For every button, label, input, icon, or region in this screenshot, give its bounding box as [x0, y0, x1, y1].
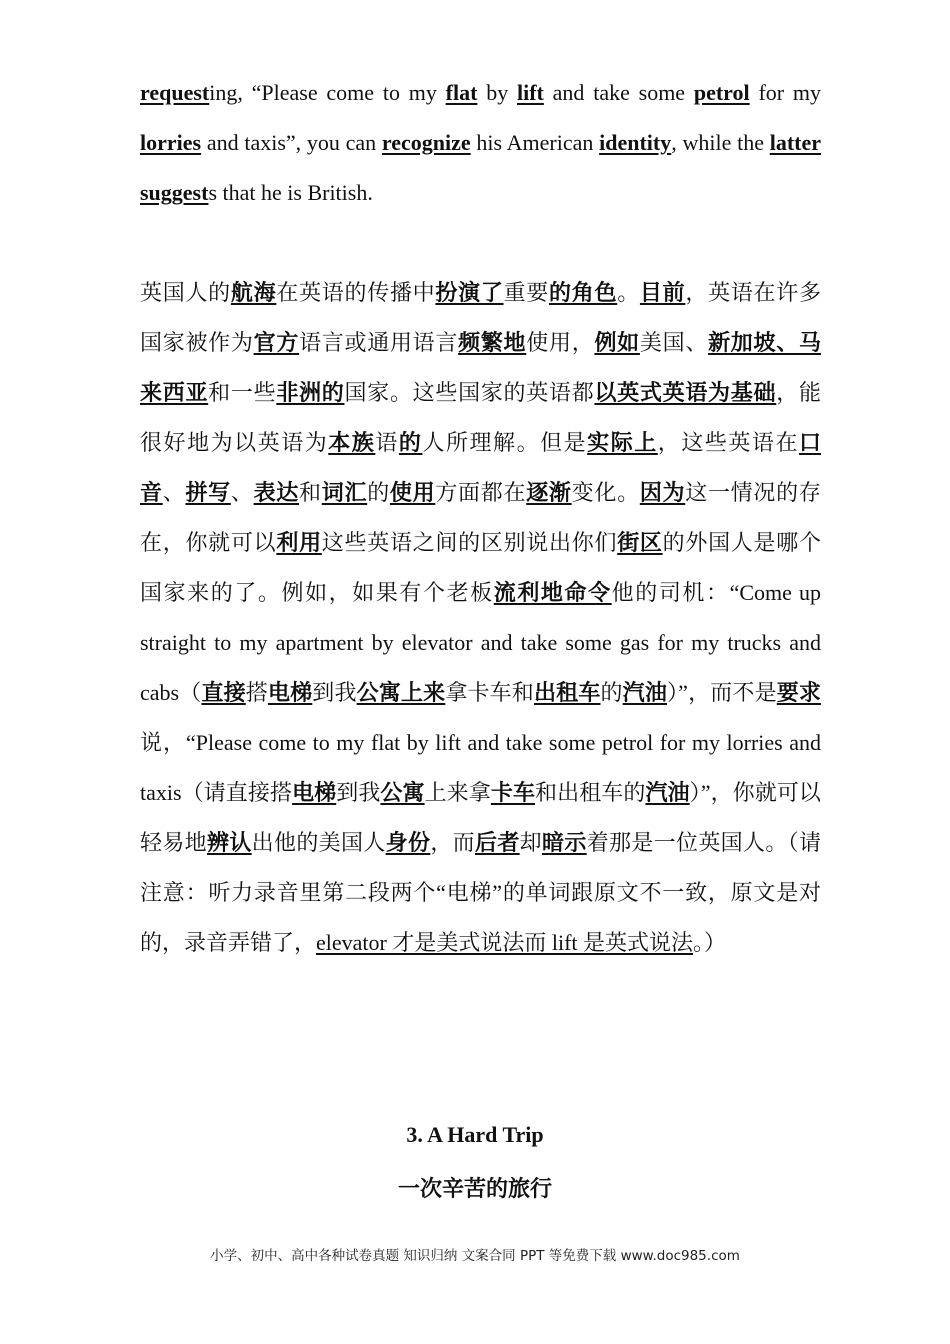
text-run: ，英语在许多国家被作为: [140, 280, 821, 355]
vocabulary-term: 逐渐: [526, 480, 572, 505]
vocabulary-term: 目前: [639, 280, 686, 305]
vocabulary-term: 的角色: [549, 280, 618, 305]
body-text: [140, 68, 821, 968]
vocabulary-term: 公寓上来: [356, 680, 446, 705]
english-paragraph: [140, 68, 821, 218]
text-run: 变化。: [571, 480, 640, 505]
vocabulary-term: lorries: [140, 130, 202, 155]
text-run: 这一情况的存在，你就可以: [140, 480, 821, 555]
text-run: ，能很好地为以英语为: [140, 380, 821, 455]
text-run: ing, “Please come to my: [209, 80, 446, 105]
text-run: 上来拿: [424, 780, 491, 805]
vocabulary-term: 后者: [475, 830, 520, 855]
vocabulary-term: recognize: [381, 130, 471, 155]
text-run: 的外国人是哪个国家来的了。例如，如果有个老板: [140, 530, 821, 605]
text-run: 和: [299, 480, 322, 505]
vocabulary-term: 要求: [776, 680, 821, 705]
vocabulary-term: 官方: [253, 330, 300, 355]
vocabulary-term: 身份: [385, 830, 431, 855]
text-run: 语: [375, 430, 399, 455]
vocabulary-term: 辨认: [207, 830, 252, 855]
vocabulary-term: 流利地命令: [493, 580, 612, 605]
vocabulary-term: flat: [445, 80, 478, 105]
vocabulary-term: 非洲的: [276, 380, 345, 405]
text-run: 。: [617, 280, 640, 305]
text-run: 英国人的: [140, 280, 231, 305]
text-run: 语言或通用语言: [299, 330, 459, 355]
vocabulary-term: lift: [516, 80, 544, 105]
text-run: ，这些英语在: [657, 430, 799, 455]
text-run: 在英语的传播中: [276, 280, 436, 305]
vocabulary-term: 实际上: [587, 430, 658, 455]
vocabulary-term: 电梯: [267, 680, 313, 705]
vocabulary-term: 例如: [594, 330, 640, 355]
vocabulary-term: petrol: [693, 80, 750, 105]
vocabulary-term: 直接: [201, 680, 246, 705]
text-run: 到我: [336, 780, 381, 805]
text-run: 美国、: [639, 330, 709, 355]
text-run: 的: [367, 480, 390, 505]
text-run: 他的司机：“Come up straight to my apartment by elevator and take some gas for my trucks and cabs（: [140, 580, 821, 705]
text-run: 人所理解。但是: [422, 430, 588, 455]
text-run: ）”，你就可以轻易地: [140, 780, 821, 855]
vocabulary-term: 扮演了: [435, 280, 504, 305]
vocabulary-term: 拼写: [185, 480, 231, 505]
text-run: 的: [600, 680, 623, 705]
text-run: by: [477, 80, 517, 105]
vocabulary-term: identity: [599, 130, 672, 155]
text-run: 到我: [312, 680, 357, 705]
vocabulary-term: 街区: [617, 530, 663, 555]
vocabulary-term: request: [140, 80, 210, 105]
text-run: 、: [162, 480, 186, 505]
text-run: 、: [230, 480, 254, 505]
text-run: 搭: [245, 680, 268, 705]
vocabulary-term: 汽油: [622, 680, 667, 705]
text-run: 说，“Please come to my flat by lift and take some petrol for my lorries and taxis（请直接搭: [140, 730, 821, 805]
vocabulary-term: 公寓: [380, 780, 425, 805]
text-run: 使用，: [526, 330, 595, 355]
text-run: 却: [519, 830, 543, 855]
vocabulary-term: 汽油: [645, 780, 690, 805]
vocabulary-term: 词汇: [321, 480, 368, 505]
vocabulary-term: 使用: [389, 480, 436, 505]
text-run: 重要: [503, 280, 550, 305]
vocabulary-term: 航海: [230, 280, 277, 305]
text-run: 拿卡车和: [445, 680, 534, 705]
vocabulary-term: 新加坡、马来西亚: [140, 330, 821, 405]
underlined-note: elevator 才是美式说法而 lift 是英式说法: [316, 930, 694, 955]
section-title-english: 3. A Hard Trip: [406, 1122, 544, 1147]
text-run: s that he is British.: [208, 180, 373, 205]
text-run: and take some: [543, 80, 694, 105]
vocabulary-term: 频繁地: [458, 330, 527, 355]
chinese-translation-paragraph: [140, 268, 821, 968]
text-run: 方面都在: [435, 480, 527, 505]
page-footer: 小学、初中、高中各种试卷真题 知识归纳 文案合同 PPT 等免费下载 www.doc985.com: [210, 1248, 740, 1264]
vocabulary-term: 因为: [639, 480, 686, 505]
text-run: 着那是一位英国人。（请注意：听力录音里第二段两个“电梯”的单词跟原文不一致，原文是对的，录音弄错了，: [140, 830, 821, 955]
vocabulary-term: 利用: [276, 530, 322, 555]
text-run: 出他的美国人: [251, 830, 386, 855]
text-run: 国家。这些国家的英语都: [344, 380, 595, 405]
text-run: , while the: [671, 130, 770, 155]
text-run: his American: [470, 130, 600, 155]
text-run: 和一些: [208, 380, 277, 405]
vocabulary-term: 本族: [328, 430, 376, 455]
vocabulary-term: 口音: [140, 430, 821, 505]
section-title-chinese: 一次辛苦的旅行: [397, 1176, 552, 1201]
vocabulary-term: 暗示: [542, 830, 587, 855]
text-run: ）”，而不是: [667, 680, 777, 705]
text-run: 。）: [693, 930, 727, 955]
vocabulary-term: 出租车: [533, 680, 601, 705]
vocabulary-term: 的: [398, 430, 423, 455]
text-run: ，而: [430, 830, 475, 855]
vocabulary-term: 表达: [253, 480, 300, 505]
text-run: 这些英语之间的区别说出你们: [321, 530, 618, 555]
text-run: 和出租车的: [535, 780, 646, 805]
vocabulary-term: latter: [769, 130, 822, 155]
vocabulary-term: 卡车: [490, 780, 536, 805]
text-run: for my: [749, 80, 822, 105]
vocabulary-term: 电梯: [292, 780, 337, 805]
vocabulary-term: 以英式英语为基础: [594, 380, 777, 405]
vocabulary-term: suggest: [140, 180, 209, 205]
text-run: and taxis”, you can: [201, 130, 382, 155]
